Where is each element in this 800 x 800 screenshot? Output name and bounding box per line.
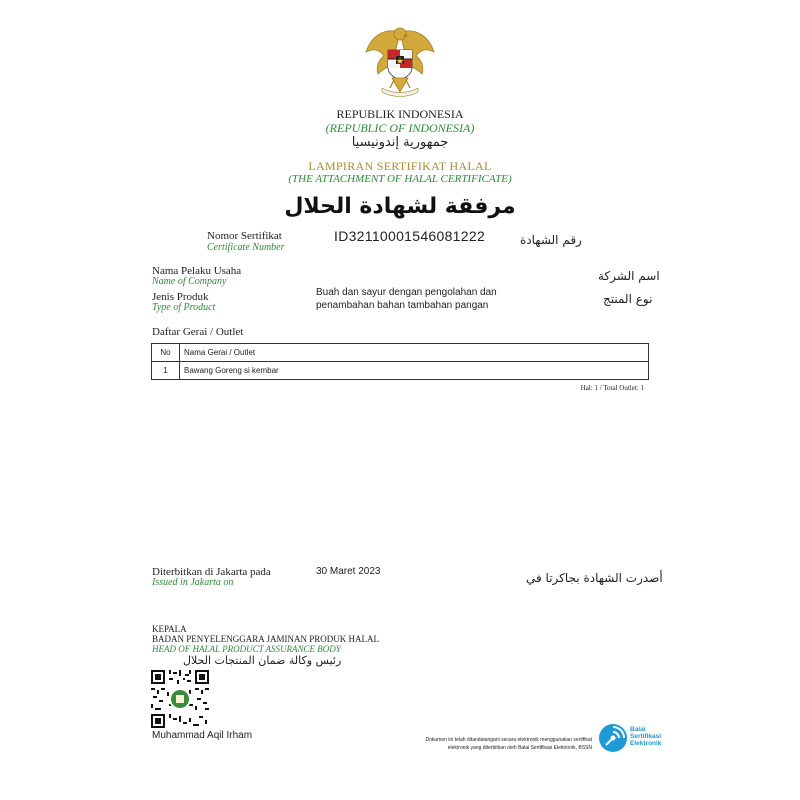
issued-date: 30 Maret 2023 (316, 566, 381, 577)
country-title: REPUBLIK INDONESIA (336, 107, 464, 121)
issued-label: Diterbitkan di Jakarta pada (152, 566, 271, 578)
certificate-number-label-en: Certificate Number (207, 242, 285, 253)
outlet-number-cell: 1 (152, 362, 180, 380)
issued-label-ar: أصدرت الشهادة بجاكرتا في (526, 571, 663, 585)
electronic-signature-note-line1: Dokumen ini telah ditandatangani secara elektronik menggunakan sertifikat (425, 737, 592, 743)
column-header-no: No (152, 344, 180, 362)
document-title-ar: مرفقة لشهادة الحلال (284, 194, 516, 219)
signatory-name: Muhammad Aqil Irham (152, 730, 253, 741)
qr-code-icon (151, 670, 209, 728)
product-type-label-en: Type of Product (152, 302, 216, 313)
outlet-page-count: Hal: 1 / Total Outlet: 1 (580, 384, 644, 392)
garuda-emblem-icon (362, 22, 438, 100)
product-type-label: Jenis Produk (152, 291, 209, 303)
certificate-number-label-ar: رقم الشهادة (520, 233, 582, 247)
product-type-value-line2: penambahan bahan tambahan pangan (316, 300, 489, 311)
bsre-logo-icon (598, 723, 628, 753)
electronic-signature-note-line2: elektronik yang diterbitkan oleh Balai Sertifikasi Elektronik, BSSN (447, 745, 592, 751)
signatory-agency: BADAN PENYELENGGARA JAMINAN PRODUK HALAL (152, 634, 379, 644)
product-type-label-ar: نوع المنتج (603, 292, 653, 306)
bsre-logo-line1: Balai (630, 726, 646, 733)
outlet-name-cell: Bawang Goreng si kembar (180, 362, 649, 380)
column-header-outlet-name: Nama Gerai / Outlet (180, 344, 649, 362)
document-title-en: (THE ATTACHMENT OF HALAL CERTIFICATE) (288, 173, 512, 185)
outlet-list-label: Daftar Gerai / Outlet (152, 326, 244, 338)
table-row (152, 362, 649, 380)
certificate-number-value: ID32110001546081222 (334, 228, 486, 244)
outlet-table (151, 343, 649, 380)
product-type-value-line1: Buah dan sayur dengan pengolahan dan (316, 287, 497, 298)
bsre-logo-line2: Sertifikasi (630, 733, 662, 740)
signatory-agency-en: HEAD OF HALAL PRODUCT ASSURANCE BODY (152, 644, 341, 654)
document-title: LAMPIRAN SERTIFIKAT HALAL (308, 159, 492, 173)
country-title-en: (REPUBLIC OF INDONESIA) (325, 121, 475, 135)
certificate-number-label: Nomor Sertifikat (207, 230, 282, 242)
company-name-label-en: Name of Company (152, 276, 227, 287)
bsre-logo-line3: Elektronik (630, 740, 662, 747)
signatory-agency-ar: رئيس وكالة ضمان المنتجات الحلال (183, 654, 342, 667)
company-name-label: Nama Pelaku Usaha (152, 265, 242, 277)
country-title-ar: جمهورية إندونيسيا (351, 135, 449, 150)
issued-label-en: Issued in Jakarta on (152, 577, 234, 588)
signatory-title: KEPALA (152, 624, 187, 634)
company-name-label-ar: اسم الشركة (598, 269, 660, 283)
table-header-row (152, 344, 649, 362)
bsre-logo-text (630, 726, 661, 747)
